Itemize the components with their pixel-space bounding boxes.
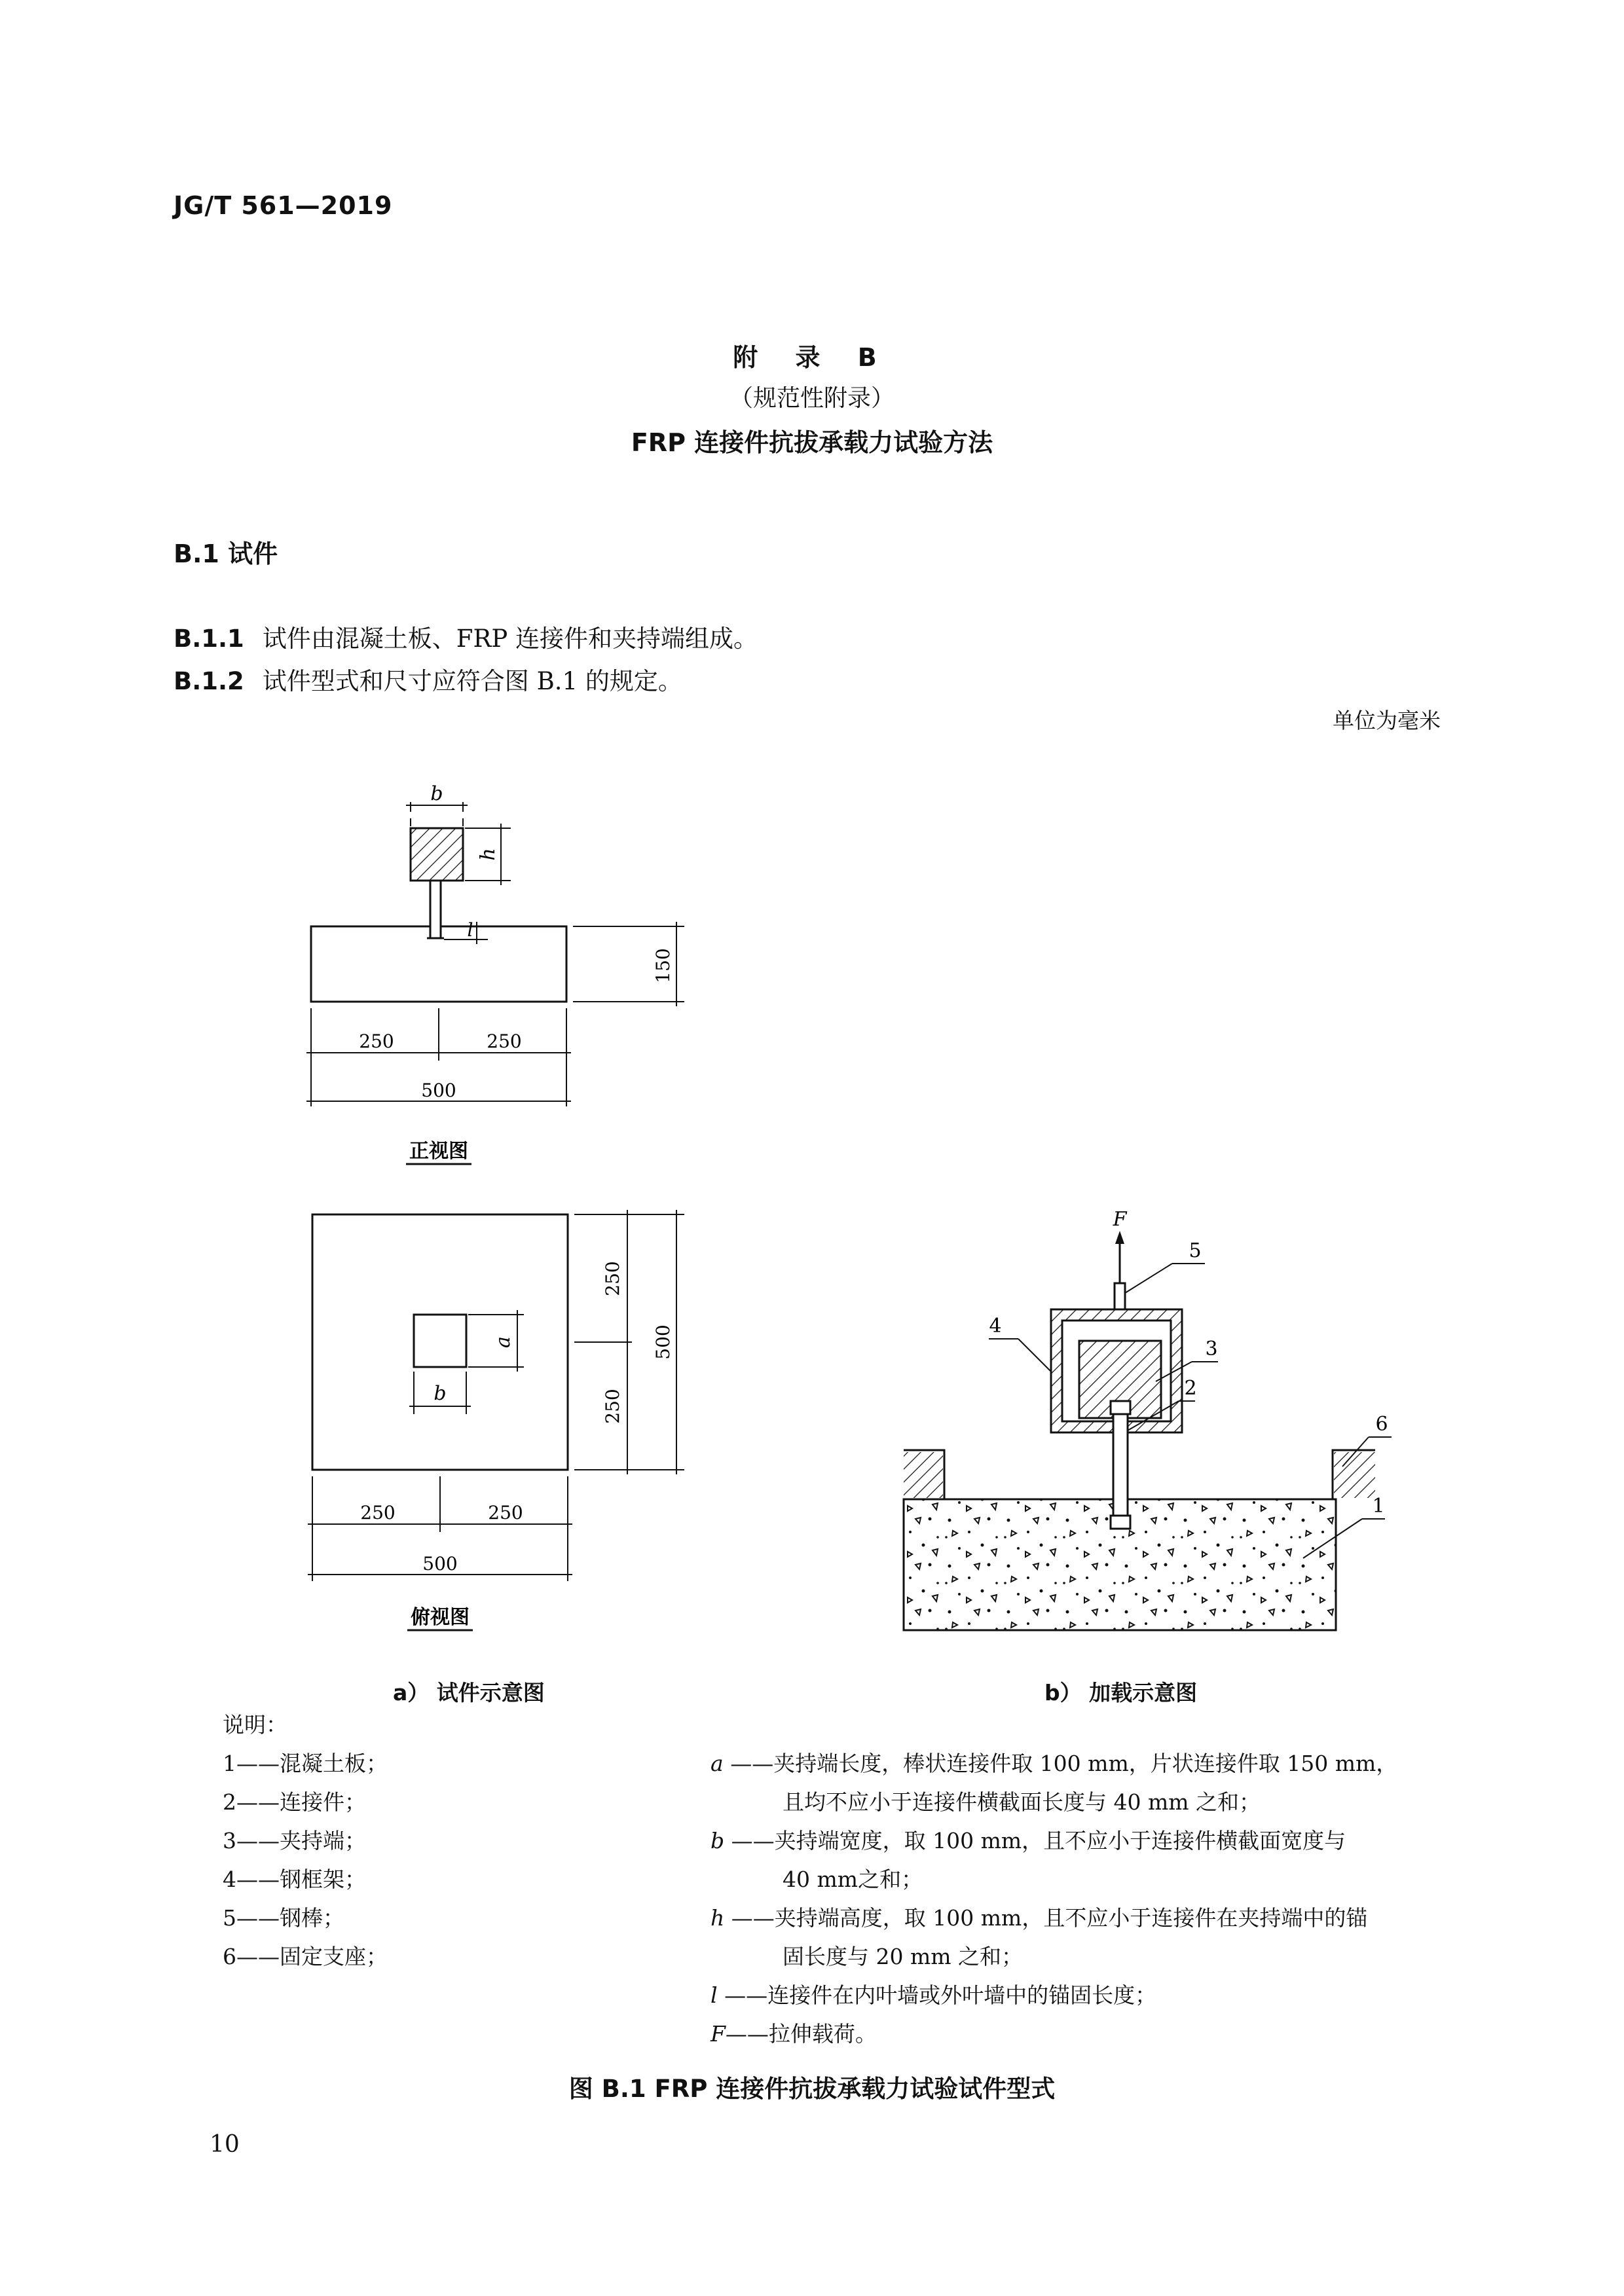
top-grip-end <box>414 1315 466 1367</box>
dim-250-lower: 250 <box>602 1389 623 1424</box>
legend-item-2: 2——连接件； <box>223 1789 366 1815</box>
legend-item-6: 6——固定支座； <box>223 1944 388 1969</box>
legend-symbol-a <box>710 1744 1450 1821</box>
callout-1: 1 <box>1372 1495 1385 1518</box>
steel-rod <box>1115 1283 1125 1309</box>
clause-number: B.1.2 <box>174 667 244 695</box>
connector <box>1113 1401 1128 1529</box>
symbol-text-cont: 固长度与 20 mm 之和； <box>783 1944 1024 1969</box>
top-view <box>308 1210 684 1581</box>
dim-b-top: b <box>434 1382 447 1405</box>
legend-symbol-b <box>710 1821 1450 1899</box>
symbol: b <box>710 1828 725 1853</box>
dim-l: l <box>467 919 473 941</box>
dim-150: 150 <box>652 948 674 983</box>
callout-5: 5 <box>1189 1239 1202 1262</box>
callout-6: 6 <box>1375 1413 1388 1436</box>
dim-250-right: 250 <box>487 1030 522 1052</box>
support-right <box>1334 1452 1375 1498</box>
front-grip-end <box>411 828 463 881</box>
dim-250-right-top: 250 <box>488 1502 523 1523</box>
symbol-text-cont: 40 mm之和； <box>783 1867 923 1892</box>
symbol: l <box>710 1982 718 2008</box>
section-heading: B.1 试件 <box>174 539 278 568</box>
front-view <box>306 802 684 1106</box>
symbol-text: ——夹持端宽度，取 100 mm，且不应小于连接件横截面宽度与 <box>731 1828 1346 1853</box>
callout-3: 3 <box>1205 1338 1218 1360</box>
force-label: F <box>1113 1208 1127 1231</box>
symbol-text: ——拉伸载荷。 <box>725 2021 877 2047</box>
symbol-text-cont: 且均不应小于连接件横截面长度与 40 mm 之和； <box>783 1789 1261 1815</box>
dim-250-left: 250 <box>359 1030 394 1052</box>
standard-number: JG/T 561—2019 <box>174 191 393 220</box>
loading-view <box>904 1231 1392 1630</box>
appendix-type: （规范性附录） <box>729 385 895 412</box>
legend-symbol-f <box>710 2014 1450 2053</box>
dim-500: 500 <box>421 1080 456 1101</box>
front-connector <box>430 881 441 938</box>
subcaption-a: a） 试件示意图 <box>393 1680 545 1705</box>
legend-item-1: 1——混凝土板； <box>223 1751 388 1776</box>
symbol: h <box>710 1905 725 1931</box>
dim-b-front: b <box>430 782 443 805</box>
dim-a: a <box>492 1336 515 1348</box>
dim-250-upper: 250 <box>602 1261 623 1296</box>
unit-note: 单位为毫米 <box>1333 708 1441 733</box>
legend-item-3: 3——夹持端； <box>223 1828 366 1853</box>
symbol-text: ——夹持端长度，棒状连接件取 100 mm，片状连接件取 150 mm， <box>730 1751 1398 1776</box>
callout-2: 2 <box>1184 1377 1197 1400</box>
top-view-label: 俯视图 <box>411 1606 470 1629</box>
dim-250-left-top: 250 <box>360 1502 396 1523</box>
appendix-title: 附 录 B <box>733 343 891 372</box>
legend-left <box>223 1705 388 1976</box>
clause-text: 试件由混凝土板、FRP 连接件和夹持端组成。 <box>262 625 758 653</box>
clause-number: B.1.1 <box>174 625 244 653</box>
legend-symbol-h <box>710 1899 1450 1976</box>
support-left <box>904 1452 943 1498</box>
legend-item-5: 5——钢棒； <box>223 1905 344 1931</box>
subcaption-b: b） 加载示意图 <box>1044 1680 1198 1705</box>
legend-symbol-l <box>710 1976 1450 2014</box>
legend-right <box>710 1744 1450 2053</box>
symbol-text: ——连接件在内叶墙或外叶墙中的锚固长度； <box>724 1982 1157 2008</box>
top-slab <box>312 1214 568 1470</box>
symbol-text: ——夹持端高度，取 100 mm，且不应小于连接件在夹持端中的锚 <box>731 1905 1368 1931</box>
dim-500-vertical: 500 <box>652 1324 674 1360</box>
page-number: 10 <box>210 2131 240 2158</box>
dim-500-top: 500 <box>422 1553 458 1575</box>
symbol: F <box>710 2021 726 2047</box>
callout-4: 4 <box>989 1315 1002 1338</box>
front-view-label: 正视图 <box>409 1140 468 1163</box>
dim-h: h <box>477 848 500 861</box>
figure-title: 图 B.1 FRP 连接件抗拔承载力试验试件型式 <box>568 2075 1056 2103</box>
clause-text: 试件型式和尺寸应符合图 B.1 的规定。 <box>262 667 682 695</box>
legend-heading: 说明： <box>223 1712 287 1738</box>
legend-item-4: 4——钢框架； <box>223 1867 366 1892</box>
symbol: a <box>710 1751 724 1776</box>
appendix-name: FRP 连接件抗拔承载力试验方法 <box>631 428 993 457</box>
